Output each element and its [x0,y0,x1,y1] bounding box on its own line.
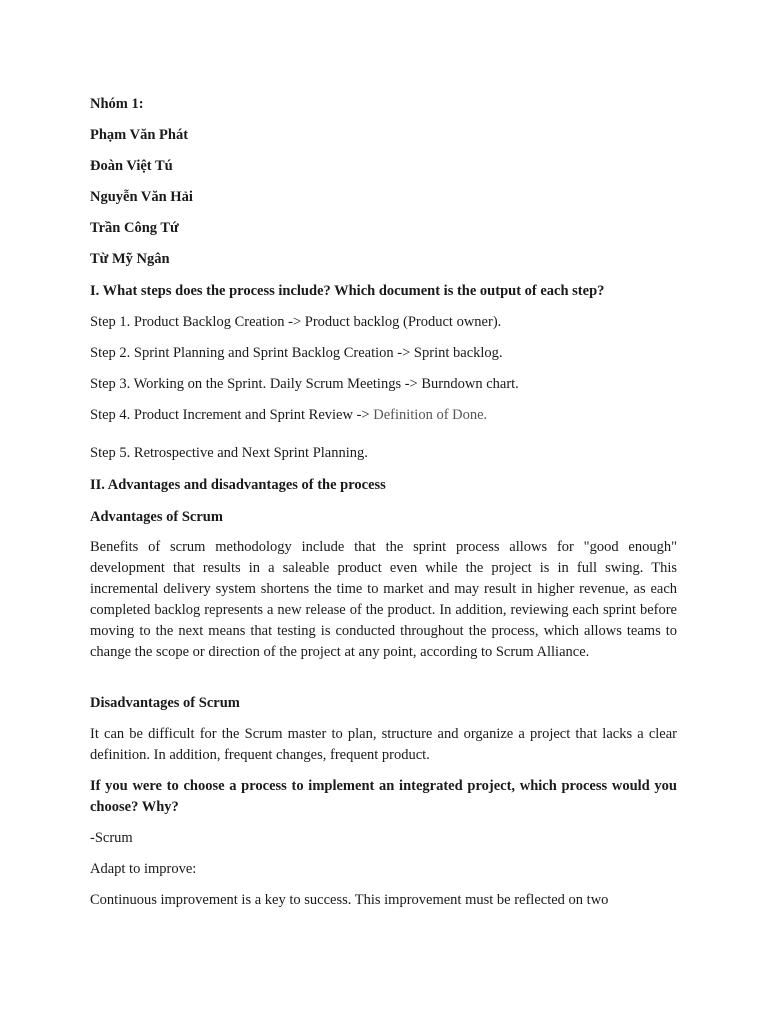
advantages-paragraph: Benefits of scrum methodology include that the sprint process allows for "good enough" development that results in a saleable product even while the project is in full swing. This incremental delivery system shortens the time to market and may result in higher revenue, as each completed backlog represents a new release of the product. In addition, reviewing each sprint before moving to the next means that testing is conducted throughout the process, which allows teams to change the scope or direction of the project at any point, according to Scrum Alliance. [90,539,677,660]
advantages-heading: Advantages of Scrum [90,509,223,525]
step-item: Step 1. Product Backlog Creation -> Product backlog (Product owner). [90,314,502,330]
section2-heading: II. Advantages and disadvantages of the process [90,477,386,493]
step-item: Step 3. Working on the Sprint. Daily Scrum Meetings -> Burndown chart. [90,376,519,392]
group-title: Nhóm 1: [90,96,144,112]
member-name: Nguyễn Văn Hải [90,189,193,205]
step-item-4 [90,405,487,426]
step4-prefix: Step 4. Product Increment and Sprint Review -> [90,407,374,423]
member-name: Đoàn Việt Tú [90,158,173,174]
step-item: Step 2. Sprint Planning and Sprint Backlog Creation -> Sprint backlog. [90,345,503,361]
section3-question: If you were to choose a process to implement an integrated project, which process would you choose? Why? [90,778,677,815]
improvement-paragraph: Continuous improvement is a key to success. This improvement must be reflected on two [90,892,609,908]
member-name: Trần Công Tứ [90,220,179,236]
answer-text: -Scrum [90,830,133,846]
member-name: Phạm Văn Phát [90,127,189,143]
disadvantages-paragraph: It can be difficult for the Scrum master to plan, structure and organize a project that lacks a clear definition. In addition, frequent changes, frequent product. [90,726,677,763]
section1-heading: I. What steps does the process include? Which document is the output of each step? [90,283,605,299]
adapt-subheading: Adapt to improve: [90,861,197,877]
step4-output: Definition of Done. [373,407,488,423]
disadvantages-heading: Disadvantages of Scrum [90,695,240,711]
member-name: Từ Mỹ Ngân [90,251,170,267]
step-item-5: Step 5. Retrospective and Next Sprint Planning. [90,445,368,461]
